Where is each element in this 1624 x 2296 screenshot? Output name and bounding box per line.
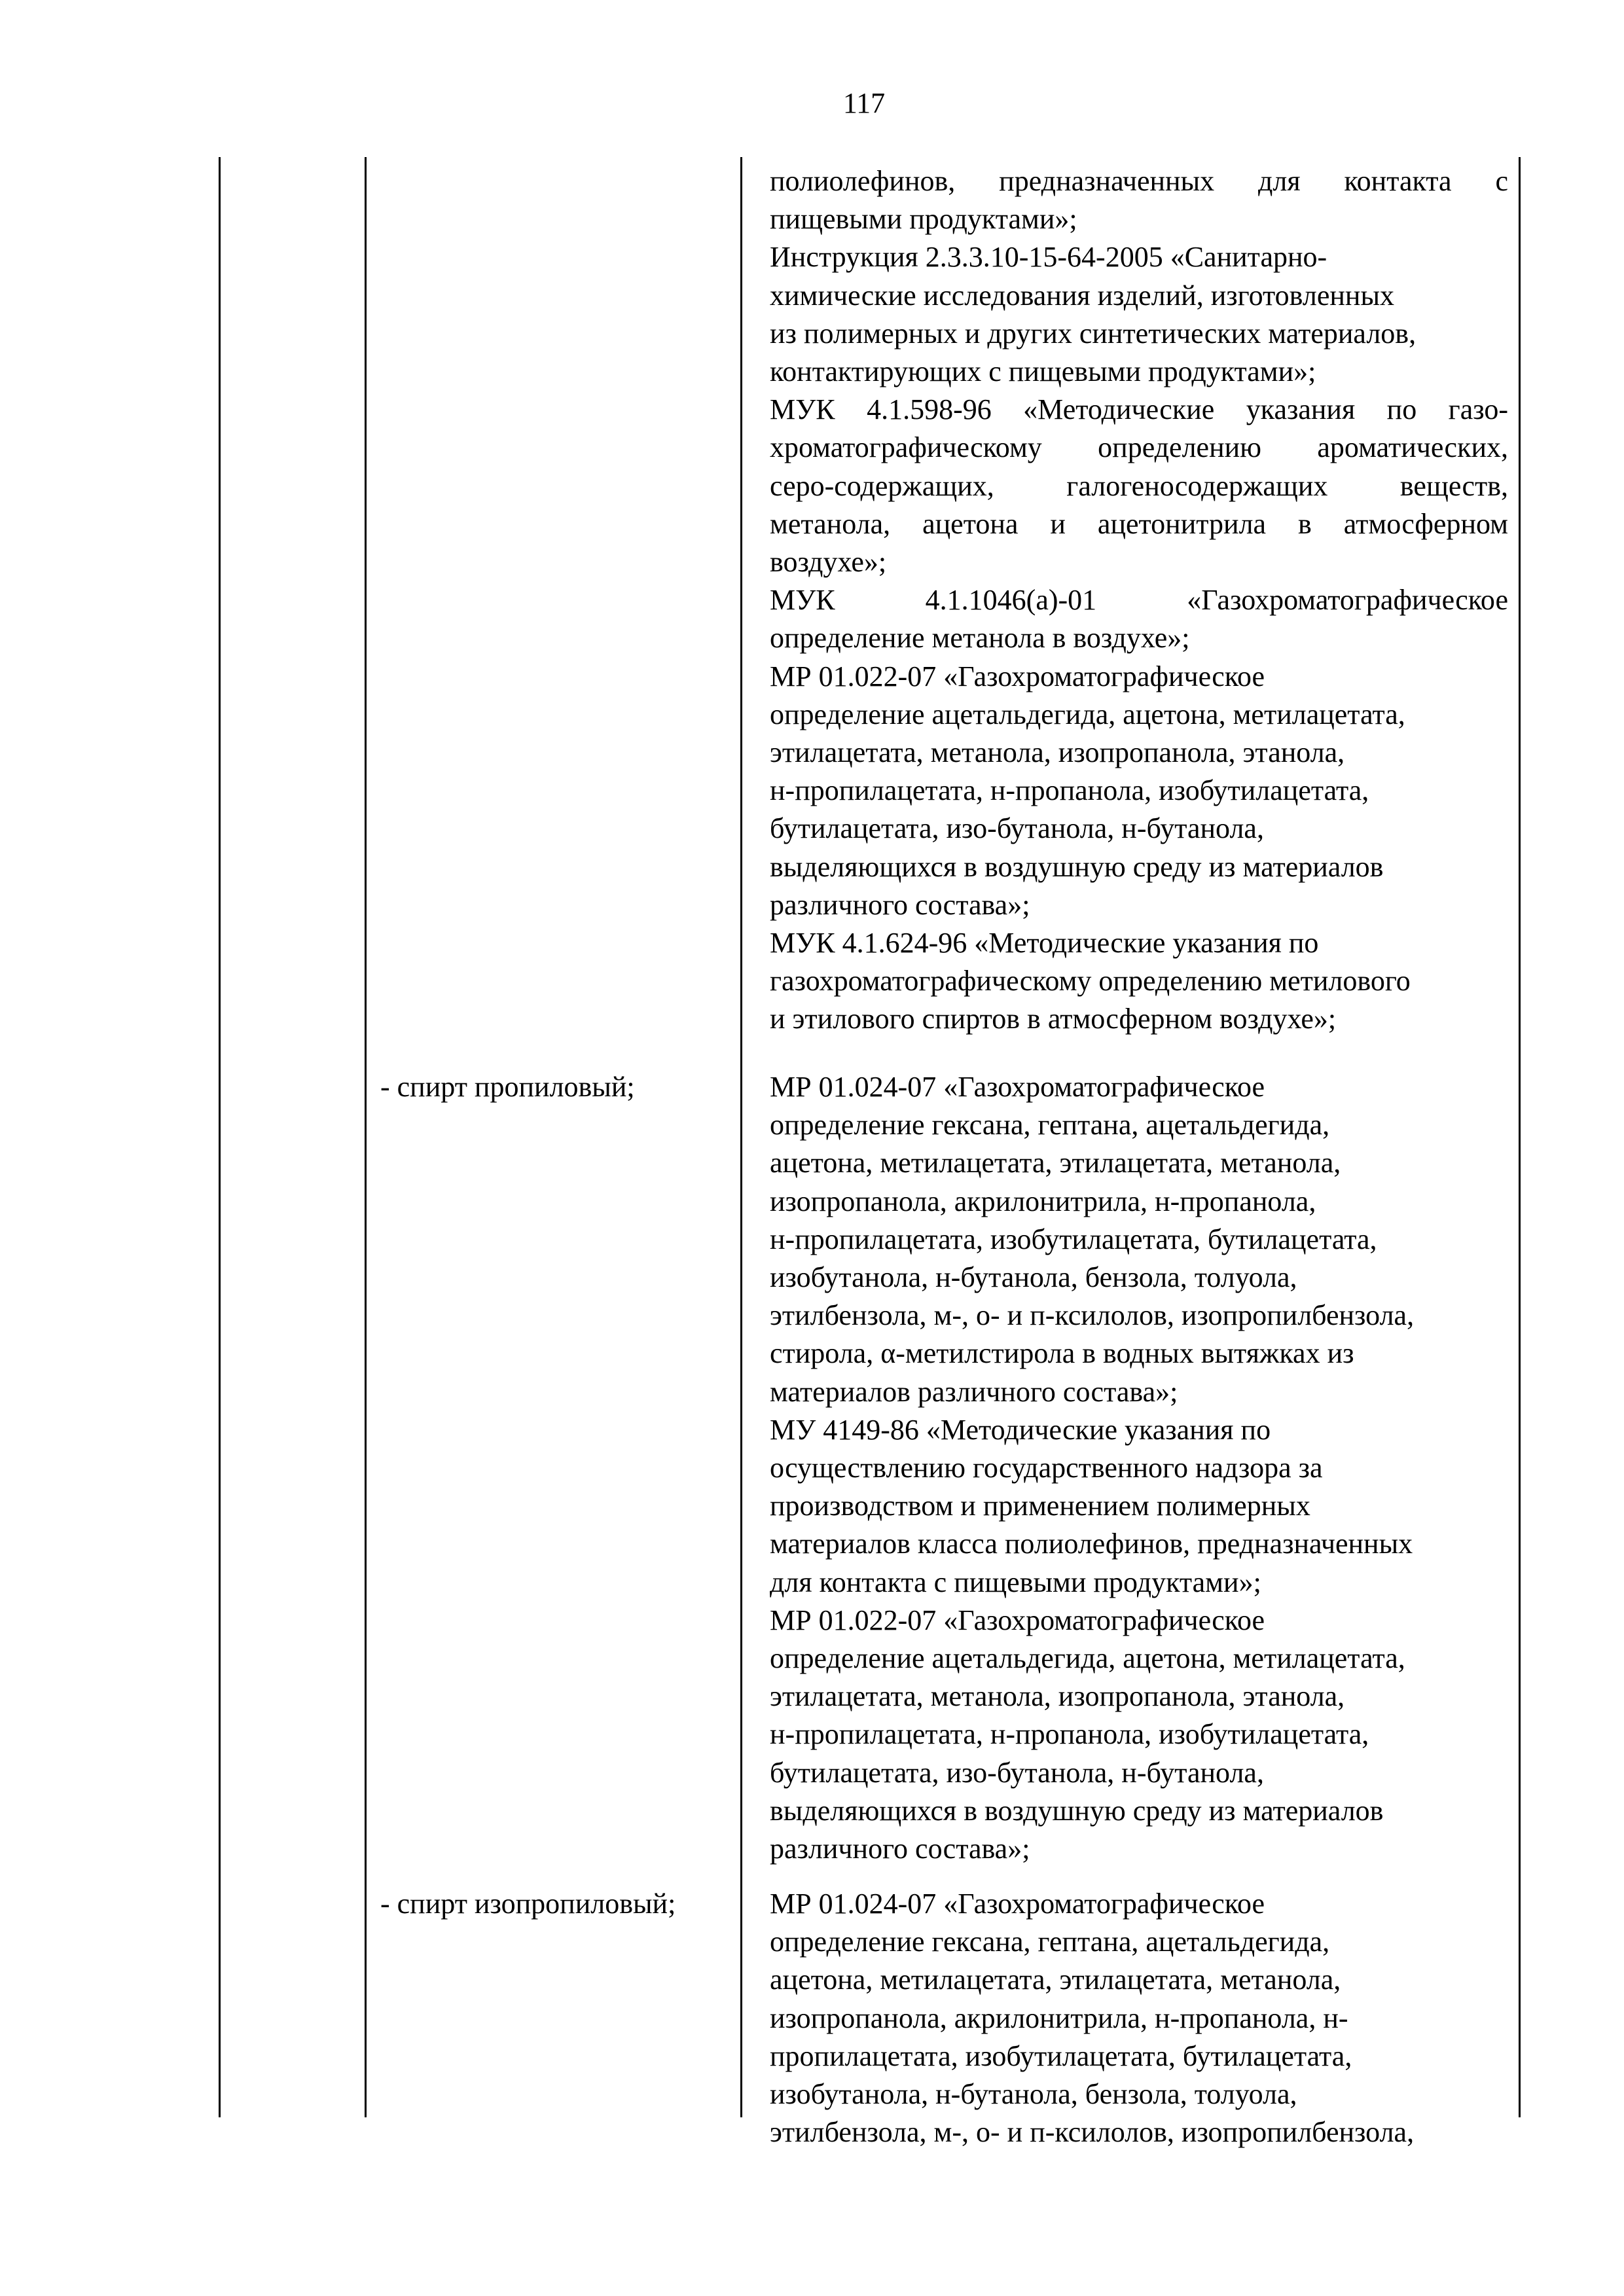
reference-line: из полимерных и других синтетических материалов,	[770, 317, 1416, 350]
reference-line: материалов класса полиолефинов, предназначенных	[770, 1528, 1413, 1560]
column-divider-1	[365, 157, 367, 2117]
table-border-right	[1519, 157, 1521, 2117]
reference-line: н-пропилацетата, н-пропанола, изобутилацетата,	[770, 774, 1369, 807]
reference-line: серо-содержащих, галогеносодержащих веществ,	[770, 469, 1508, 502]
reference-line: Инструкция 2.3.3.10-15-64-2005 «Санитарно-	[770, 241, 1327, 274]
reference-line: ацетона, метилацетата, этилацетата, метанола,	[770, 1147, 1341, 1179]
reference-line: выделяющихся в воздушную среду из материалов	[770, 1794, 1384, 1827]
reference-line: стирола, α-метилстирола в водных вытяжках из	[770, 1337, 1354, 1370]
reference-line: газохроматографическому определению метилового	[770, 965, 1411, 997]
reference-line: определение ацетальдегида, ацетона, метилацетата,	[770, 1642, 1405, 1675]
page-number: 117	[842, 87, 886, 119]
reference-line: и этилового спиртов в атмосферном воздухе»;	[770, 1003, 1337, 1035]
reference-line: этилацетата, метанола, изопропанола, этанола,	[770, 736, 1345, 769]
reference-line: МУК 4.1.624-96 «Методические указания по	[770, 927, 1319, 960]
reference-line: метанола, ацетона и ацетонитрила в атмосферном	[770, 507, 1508, 540]
reference-line: различного состава»;	[770, 1833, 1030, 1865]
reference-line: МУ 4149-86 «Методические указания по	[770, 1413, 1271, 1446]
reference-line: изопропанола, акрилонитрила, н-пропанола, н-	[770, 2001, 1348, 2034]
reference-line: н-пропилацетата, изобутилацетата, бутилацетата,	[770, 1223, 1377, 1255]
substance-isopropyl-alcohol: - спирт изопропиловый;	[380, 1888, 676, 1920]
table-border-left	[219, 157, 221, 2117]
reference-line: этилбензола, м-, о- и п-ксилолов, изопропилбензола,	[770, 1299, 1415, 1332]
reference-line: воздухе»;	[770, 546, 887, 579]
reference-line: определение гексана, гептана, ацетальдегида,	[770, 1109, 1330, 1141]
reference-line: полиолефинов, предназначенных для контакта с	[770, 165, 1508, 197]
reference-line: пропилацетата, изобутилацетата, бутилацетата,	[770, 2039, 1352, 2072]
reference-line: материалов различного состава»;	[770, 1375, 1178, 1408]
reference-line: определение гексана, гептана, ацетальдегида,	[770, 1926, 1330, 1958]
reference-line: осуществлению государственного надзора за	[770, 1452, 1323, 1484]
references-cell-row-1	[770, 162, 1508, 1039]
references-cell-row-3	[770, 1885, 1508, 2151]
reference-line: МР 01.022-07 «Газохроматографическое	[770, 660, 1265, 692]
reference-line: бутилацетата, изо-бутанола, н-бутанола,	[770, 1756, 1264, 1789]
reference-line: бутилацетата, изо-бутанола, н-бутанола,	[770, 812, 1264, 845]
reference-line: этилацетата, метанола, изопропанола, этанола,	[770, 1680, 1345, 1713]
reference-line: определение ацетальдегида, ацетона, метилацетата,	[770, 698, 1405, 730]
reference-line: этилбензола, м-, о- и п-ксилолов, изопропилбензола,	[770, 2116, 1415, 2149]
reference-line: определение метанола в воздухе»;	[770, 622, 1190, 655]
reference-line: изобутанола, н-бутанола, бензола, толуола,	[770, 1261, 1297, 1294]
substance-propyl-alcohol: - спирт пропиловый;	[380, 1071, 635, 1103]
reference-line: выделяющихся в воздушную среду из материалов	[770, 850, 1384, 883]
reference-line: н-пропилацетата, н-пропанола, изобутилацетата,	[770, 1718, 1369, 1751]
reference-line: контактирующих с пищевыми продуктами»;	[770, 355, 1316, 388]
reference-line: для контакта с пищевыми продуктами»;	[770, 1566, 1261, 1598]
reference-line: МР 01.024-07 «Газохроматографическое	[770, 1071, 1265, 1103]
reference-line: производством и применением полимерных	[770, 1490, 1310, 1522]
reference-line: пищевыми продуктами»;	[770, 203, 1077, 236]
reference-line: различного состава»;	[770, 888, 1030, 921]
reference-line: МУК 4.1.1046(а)-01 «Газохроматографическое	[770, 584, 1508, 617]
reference-line: изопропанола, акрилонитрила, н-пропанола,	[770, 1185, 1316, 1217]
reference-line: ацетона, метилацетата, этилацетата, метанола,	[770, 1964, 1341, 1996]
reference-line: химические исследования изделий, изготовленных	[770, 279, 1395, 312]
reference-line: изобутанола, н-бутанола, бензола, толуола,	[770, 2078, 1297, 2111]
reference-line: МР 01.024-07 «Газохроматографическое	[770, 1888, 1265, 1920]
reference-line: МР 01.022-07 «Газохроматографическое	[770, 1604, 1265, 1636]
reference-line: хроматографическому определению ароматических,	[770, 431, 1508, 464]
references-cell-row-2	[770, 1068, 1508, 1868]
column-divider-2	[740, 157, 742, 2117]
reference-line: МУК 4.1.598-96 «Методические указания по газо-	[770, 393, 1508, 426]
